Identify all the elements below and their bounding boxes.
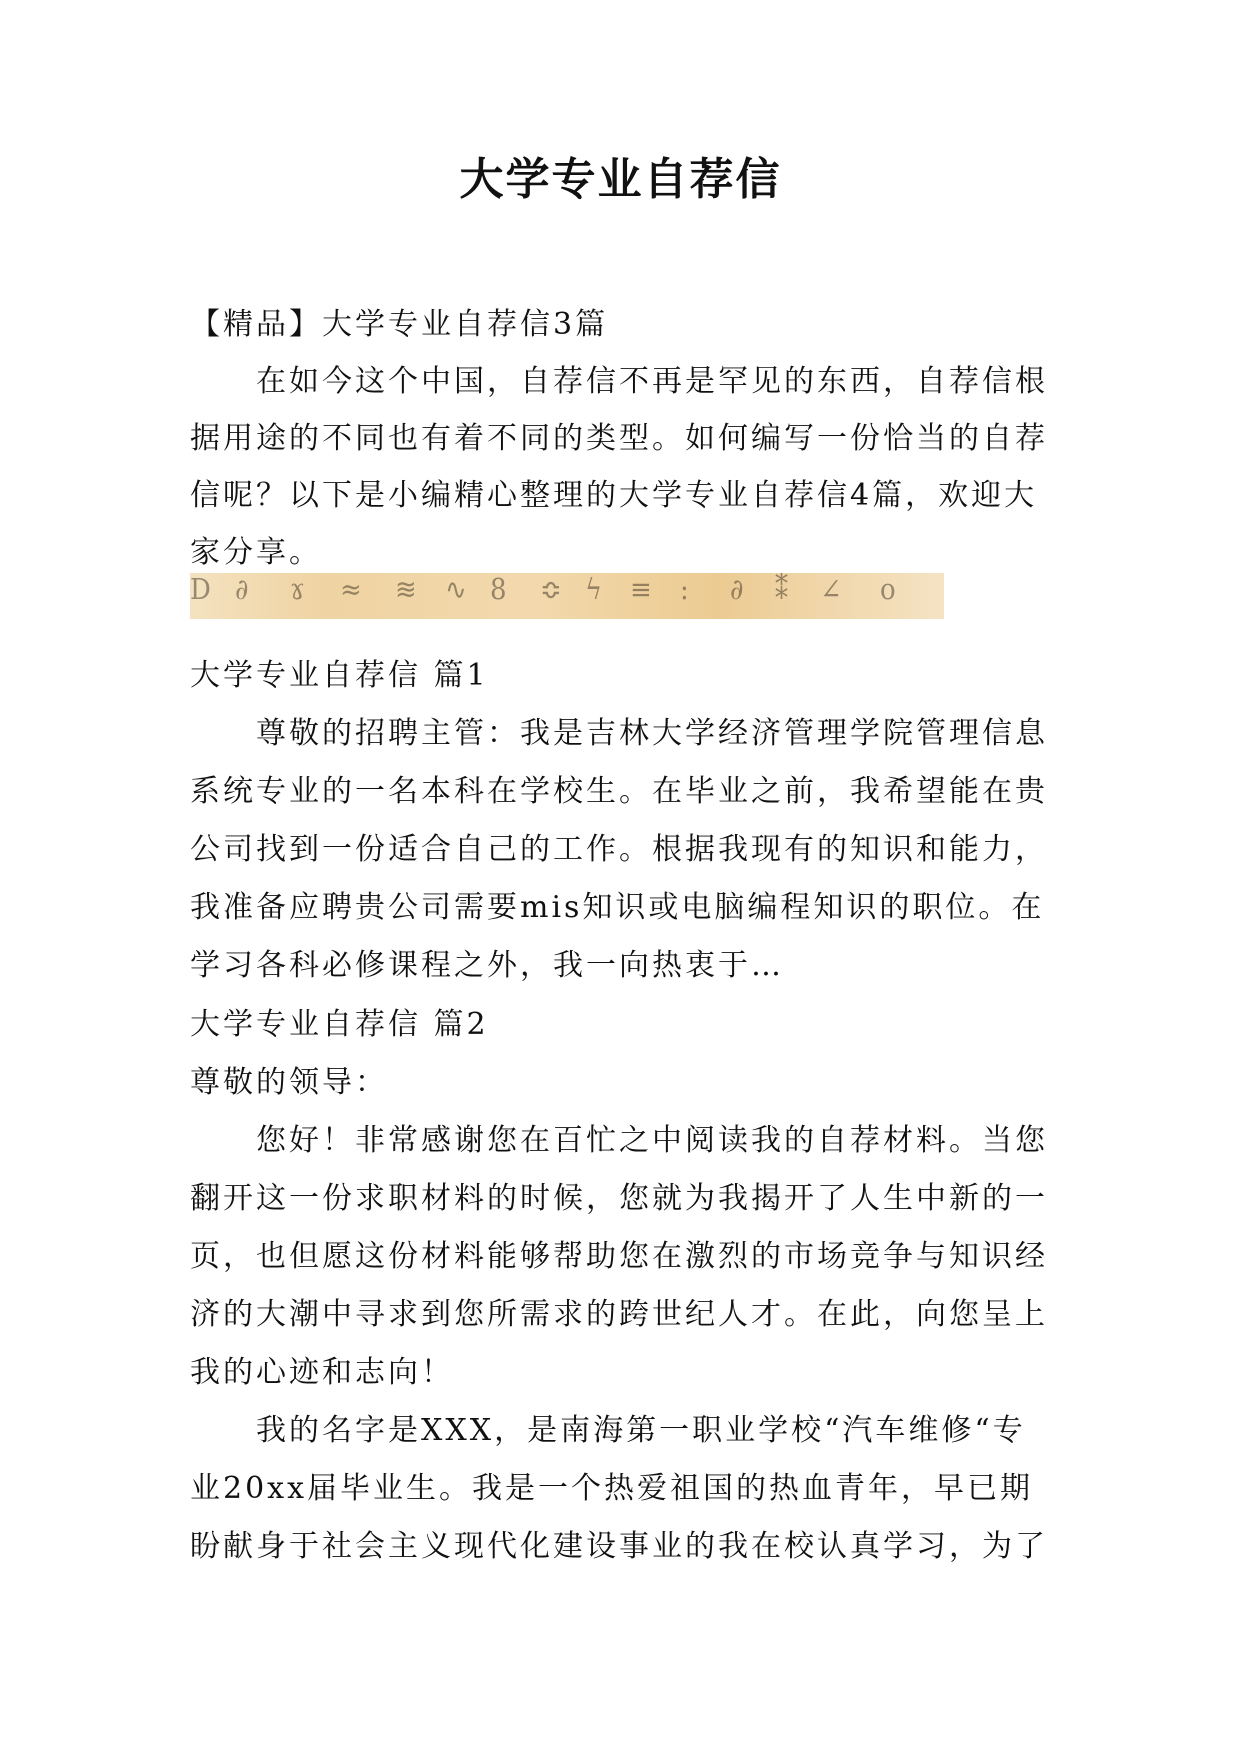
letter2-line: 业20xx届毕业生。我是一个热爱祖国的热血青年，早已期 xyxy=(190,1471,1034,1506)
old-paper-texture-image: D ∂ ɤ ≈ ≋ ∿ 8 ≎ ϟ ≡ : ∂ ⁑ ∠ o xyxy=(190,573,944,619)
intro-line: 家分享。 xyxy=(190,535,322,570)
letter1-heading: 大学专业自荐信 篇1 xyxy=(190,658,489,693)
letter2-heading: 大学专业自荐信 篇2 xyxy=(190,1007,489,1042)
letter2-line: 页，也但愿这份材料能够帮助您在激烈的市场竞争与知识经 xyxy=(190,1239,1048,1274)
intro-line: 在如今这个中国，自荐信不再是罕见的东西，自荐信根 xyxy=(256,364,1048,399)
letter2-line: 我的名字是XXX，是南海第一职业学校“汽车维修“专 xyxy=(256,1413,1026,1448)
letter2-line: 盼献身于社会主义现代化建设事业的我在校认真学习，为了 xyxy=(190,1529,1048,1564)
letter1-line: 我准备应聘贵公司需要mis知识或电脑编程知识的职位。在 xyxy=(190,890,1045,925)
letter2-salutation: 尊敬的领导： xyxy=(190,1065,388,1100)
letter1-line: 学习各科必修课程之外，我一向热衷于… xyxy=(190,948,784,983)
letter1-line: 系统专业的一名本科在学校生。在毕业之前，我希望能在贵 xyxy=(190,774,1048,809)
letter2-line: 济的大潮中寻求到您所需求的跨世纪人才。在此，向您呈上 xyxy=(190,1297,1048,1332)
intro-line: 据用途的不同也有着不同的类型。如何编写一份恰当的自荐 xyxy=(190,421,1048,456)
letter2-line: 您好！非常感谢您在百忙之中阅读我的自荐材料。当您 xyxy=(256,1123,1048,1158)
letter2-line: 翻开这一份求职材料的时候，您就为我揭开了人生中新的一 xyxy=(190,1181,1048,1216)
letter1-line: 尊敬的招聘主管：我是吉林大学经济管理学院管理信息 xyxy=(256,716,1048,751)
intro-line: 信呢？以下是小编精心整理的大学专业自荐信4篇，欢迎大 xyxy=(190,478,1038,513)
letter1-line: 公司找到一份适合自己的工作。根据我现有的知识和能力， xyxy=(190,832,1048,867)
intro-heading: 【精品】大学专业自荐信3篇 xyxy=(190,307,609,342)
letter2-line: 我的心迹和志向！ xyxy=(190,1355,454,1390)
document-title: 大学专业自荐信 xyxy=(459,154,782,205)
